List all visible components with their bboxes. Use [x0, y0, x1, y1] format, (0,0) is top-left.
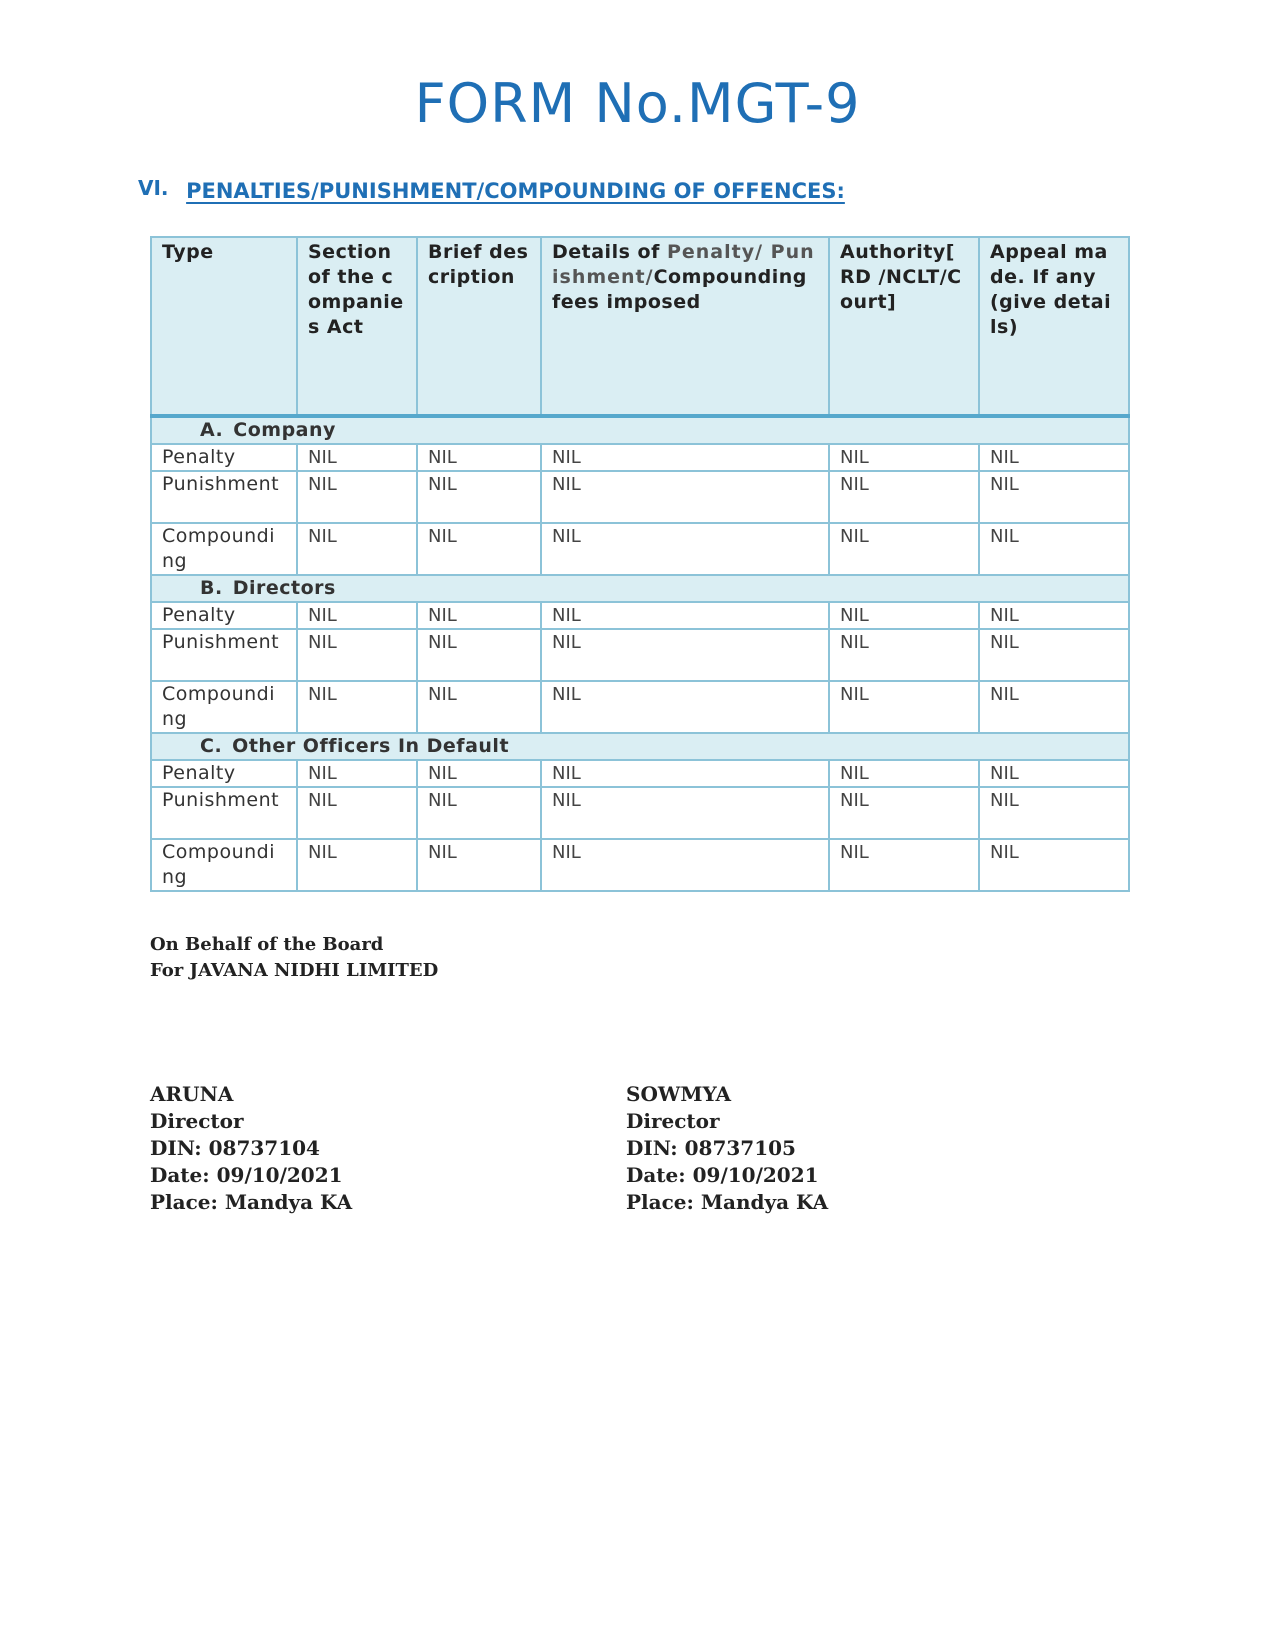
type-cell: Compounding [151, 839, 297, 891]
authority-cell: NIL [829, 523, 979, 575]
brief-cell: NIL [417, 444, 541, 471]
brief-cell: NIL [417, 787, 541, 839]
group-label: Other Officers In Default [232, 735, 510, 757]
header-brief: Brief description [417, 237, 541, 416]
header-appeal: Appeal made. If any(give details) [979, 237, 1129, 416]
section-cell: NIL [297, 629, 417, 681]
board-statement [150, 932, 438, 984]
group-row-other-officers [151, 733, 1129, 760]
table-row [151, 629, 1129, 681]
details-cell: NIL [541, 839, 829, 891]
section-heading [138, 176, 845, 203]
brief-cell: NIL [417, 523, 541, 575]
brief-cell: NIL [417, 471, 541, 523]
section-cell: NIL [297, 602, 417, 629]
type-cell: Compounding [151, 681, 297, 733]
authority-cell: NIL [829, 681, 979, 733]
header-details-prefix: Details of [552, 241, 660, 263]
signatory-block-1 [150, 1081, 352, 1216]
type-cell: Penalty [151, 760, 297, 787]
appeal-cell: NIL [979, 839, 1129, 891]
section-cell: NIL [297, 444, 417, 471]
header-details [541, 237, 829, 416]
section-cell: NIL [297, 471, 417, 523]
authority-cell: NIL [829, 839, 979, 891]
signatory-place: Place: Mandya KA [150, 1190, 353, 1214]
signatory-name: ARUNA [150, 1082, 234, 1106]
section-cell: NIL [297, 681, 417, 733]
brief-cell: NIL [417, 681, 541, 733]
appeal-cell: NIL [979, 760, 1129, 787]
section-cell: NIL [297, 523, 417, 575]
authority-cell: NIL [829, 787, 979, 839]
details-cell: NIL [541, 787, 829, 839]
details-cell: NIL [541, 681, 829, 733]
header-type: Type [151, 237, 297, 416]
section-cell: NIL [297, 787, 417, 839]
details-cell: NIL [541, 523, 829, 575]
appeal-cell: NIL [979, 523, 1129, 575]
brief-cell: NIL [417, 839, 541, 891]
brief-cell: NIL [417, 629, 541, 681]
group-letter: B. [200, 577, 223, 599]
brief-cell: NIL [417, 602, 541, 629]
group-row-directors [151, 575, 1129, 602]
signatory-designation: Director [150, 1109, 244, 1133]
authority-cell: NIL [829, 602, 979, 629]
table-row [151, 681, 1129, 733]
group-label: Company [233, 419, 336, 441]
table-row [151, 523, 1129, 575]
board-line-1: On Behalf of the Board [150, 934, 384, 955]
group-letter: C. [200, 735, 223, 757]
penalties-table [150, 236, 1130, 892]
details-cell: NIL [541, 444, 829, 471]
table-row [151, 471, 1129, 523]
appeal-cell: NIL [979, 787, 1129, 839]
appeal-cell: NIL [979, 629, 1129, 681]
board-line-2: For JAVANA NIDHI LIMITED [150, 960, 439, 981]
signatory-date: Date: 09/10/2021 [626, 1163, 819, 1187]
details-cell: NIL [541, 629, 829, 681]
table-row [151, 444, 1129, 471]
header-details-soft: Penalty/ Punishment/ [552, 241, 815, 288]
group-row-company [151, 416, 1129, 444]
appeal-cell: NIL [979, 471, 1129, 523]
section-number: VI. [138, 176, 169, 200]
table-row [151, 839, 1129, 891]
appeal-cell: NIL [979, 602, 1129, 629]
header-details-suffix: Compounding fees imposed [552, 266, 807, 313]
type-cell: Compounding [151, 523, 297, 575]
type-cell: Punishment [151, 471, 297, 523]
group-letter: A. [200, 419, 224, 441]
group-label: Directors [232, 577, 336, 599]
appeal-cell: NIL [979, 444, 1129, 471]
authority-cell: NIL [829, 444, 979, 471]
authority-cell: NIL [829, 760, 979, 787]
signatory-din: DIN: 08737105 [626, 1136, 796, 1160]
table-header-row [151, 237, 1129, 416]
signatory-block-2 [626, 1081, 828, 1216]
section-cell: NIL [297, 760, 417, 787]
table-row [151, 760, 1129, 787]
signatory-designation: Director [626, 1109, 720, 1133]
details-cell: NIL [541, 602, 829, 629]
signatory-date: Date: 09/10/2021 [150, 1163, 343, 1187]
details-cell: NIL [541, 471, 829, 523]
table-row [151, 602, 1129, 629]
signatory-din: DIN: 08737104 [150, 1136, 320, 1160]
type-cell: Penalty [151, 444, 297, 471]
section-cell: NIL [297, 839, 417, 891]
section-title: PENALTIES/PUNISHMENT/COMPOUNDING OF OFFENCES: [186, 179, 845, 203]
authority-cell: NIL [829, 629, 979, 681]
details-cell: NIL [541, 760, 829, 787]
brief-cell: NIL [417, 760, 541, 787]
appeal-cell: NIL [979, 681, 1129, 733]
form-title: FORM No.MGT-9 [414, 72, 861, 135]
type-cell: Punishment [151, 787, 297, 839]
header-section: Section of the companies Act [297, 237, 417, 416]
authority-cell: NIL [829, 471, 979, 523]
signatory-name: SOWMYA [626, 1082, 731, 1106]
signatory-place: Place: Mandya KA [626, 1190, 829, 1214]
type-cell: Punishment [151, 629, 297, 681]
header-authority: Authority[ RD /NCLT/Court] [829, 237, 979, 416]
type-cell: Penalty [151, 602, 297, 629]
table-row [151, 787, 1129, 839]
